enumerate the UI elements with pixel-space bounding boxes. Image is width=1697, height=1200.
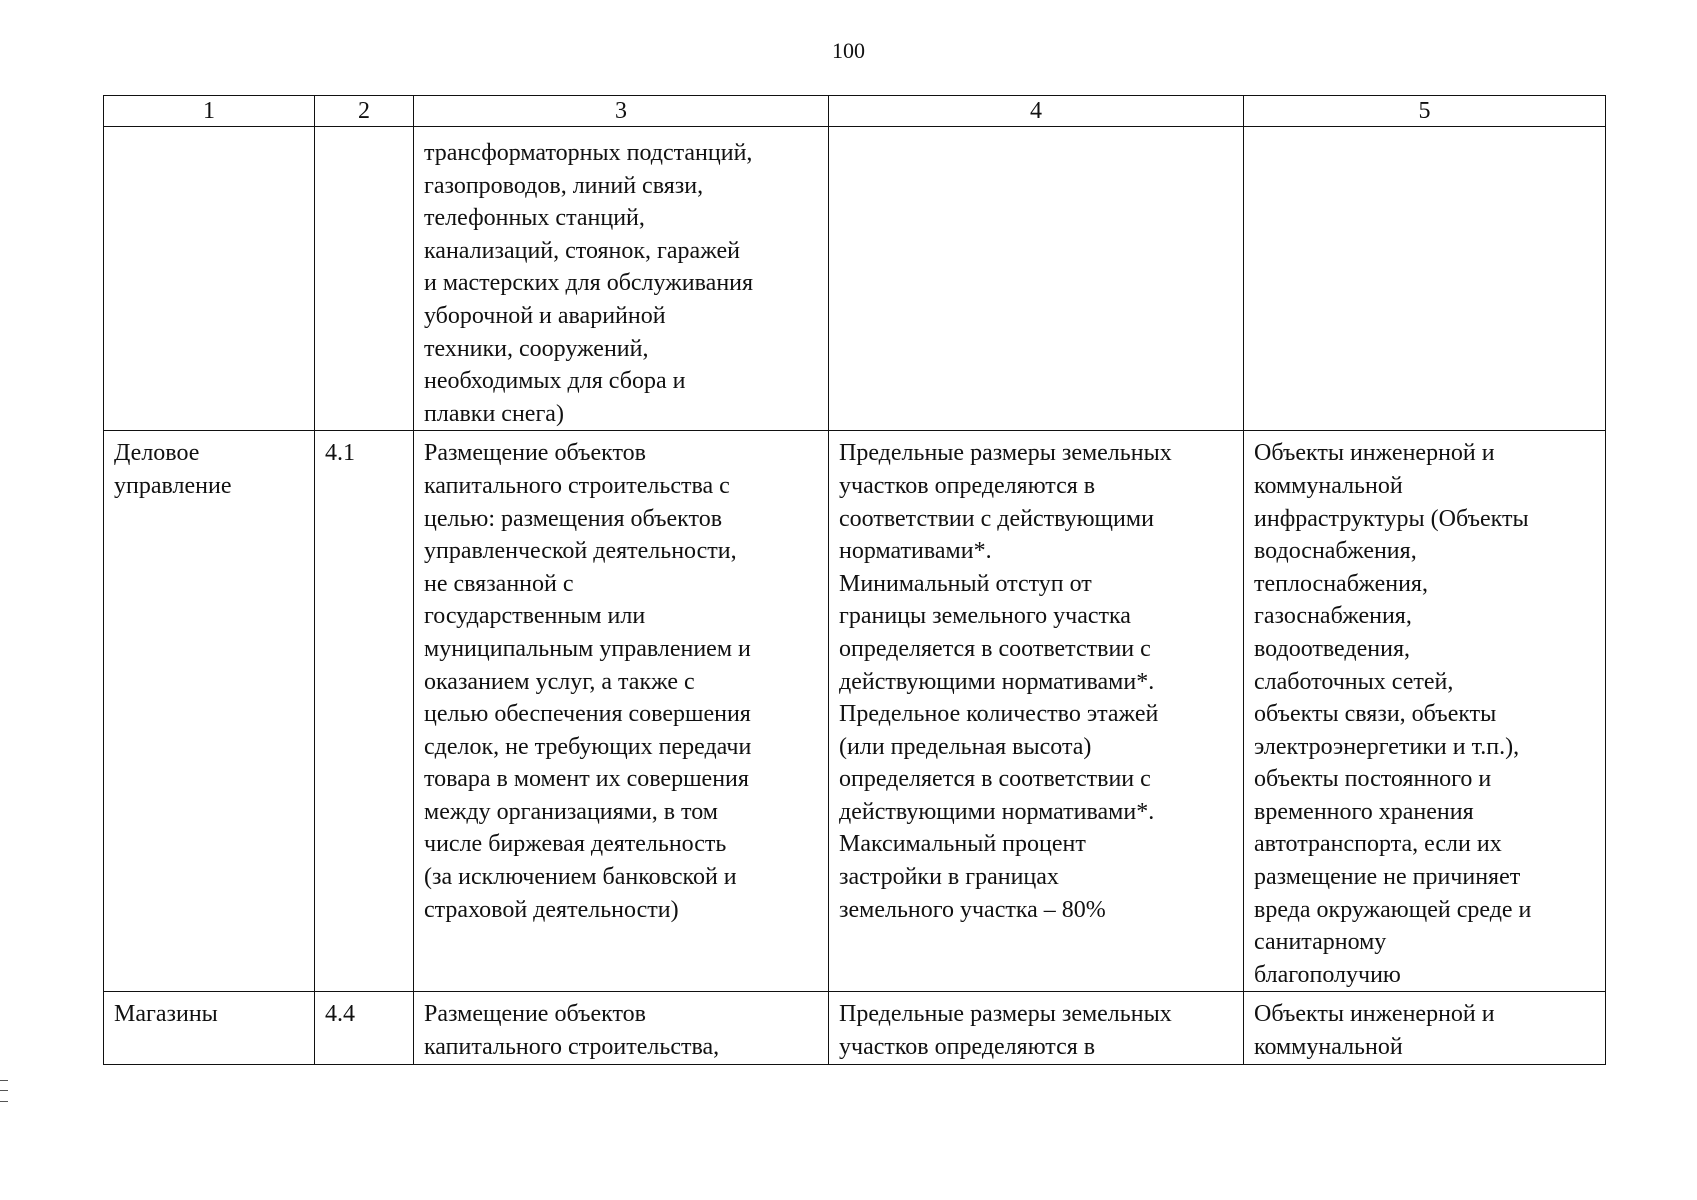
cell-code <box>315 992 414 1064</box>
cell-text-line: трансформаторных подстанций, <box>424 140 753 166</box>
cell-text-line: Предельные размеры земельных <box>839 1001 1172 1028</box>
cell-text-line: размещение не причиняет <box>1254 864 1521 891</box>
cell-text-line: соответствии с действующими <box>839 505 1154 532</box>
cell-text-line: застройки в границах <box>839 864 1059 891</box>
cell-text-line: определяется в соответствии с <box>839 635 1151 662</box>
cell-text-line: Минимальный отступ от <box>839 570 1092 597</box>
cell-text-line: определяется в соответствии с <box>839 766 1151 793</box>
cell-use-name <box>104 431 315 992</box>
cell-text-line: благополучию <box>1254 961 1401 988</box>
cell-text-line: автотранспорта, если их <box>1254 831 1502 858</box>
cell-text-line: Предельные размеры земельных <box>839 440 1172 467</box>
table-row-continued <box>104 127 1606 431</box>
cell-text-line: техники, сооружений, <box>424 335 649 362</box>
cell-parameters <box>829 431 1244 992</box>
cell-text-line: временного хранения <box>1254 798 1474 825</box>
cell-text-line: капитального строительства с <box>424 472 730 499</box>
cell-text-line: водоотведения, <box>1254 635 1410 662</box>
cell-auxiliary-objects <box>1244 431 1606 992</box>
header-col-5: 5 <box>1244 96 1606 127</box>
cell-text-line: Размещение объектов <box>424 1001 646 1028</box>
cell-text-line: инфраструктуры (Объекты <box>1254 505 1529 532</box>
cell-use-name <box>104 127 315 431</box>
table-row-shops <box>104 992 1606 1064</box>
cell-text-line: объекты постоянного и <box>1254 766 1492 793</box>
cell-text-line: границы земельного участка <box>839 603 1131 630</box>
cell-text-line: управление <box>114 472 232 499</box>
cell-text-line: и мастерских для обслуживания <box>424 270 754 297</box>
cell-text-line: нормативами*. <box>839 538 992 565</box>
cell-text-line: числе биржевая деятельность <box>424 831 727 858</box>
cell-description <box>414 431 829 992</box>
cell-text-line: сделок, не требующих передачи <box>424 733 752 760</box>
cell-auxiliary-objects <box>1244 127 1606 431</box>
cell-text-line: коммунальной <box>1254 472 1403 499</box>
header-col-2: 2 <box>315 96 414 127</box>
cell-text-line: объекты связи, объекты <box>1254 701 1497 728</box>
cell-text-line: санитарному <box>1254 929 1387 956</box>
cell-code <box>315 127 414 431</box>
cell-text-line: уборочной и аварийной <box>424 302 666 329</box>
cell-text-line: необходимых для сбора и <box>424 368 686 395</box>
cell-code <box>315 431 414 992</box>
cell-text-line: земельного участка – 80% <box>839 896 1106 923</box>
cell-text-line: Объекты инженерной и <box>1254 1001 1495 1028</box>
cell-parameters <box>829 992 1244 1064</box>
cell-text-line: коммунальной <box>1254 1034 1403 1061</box>
cell-text-line: товара в момент их совершения <box>424 766 749 793</box>
scan-margin-mark <box>0 1080 8 1102</box>
cell-text-line: капитального строительства, <box>424 1034 720 1061</box>
cell-text-line: между организациями, в том <box>424 798 718 825</box>
cell-text-line: вреда окружающей среде и <box>1254 896 1532 923</box>
header-col-1: 1 <box>104 96 315 127</box>
page-number: 100 <box>832 38 865 63</box>
cell-description <box>414 992 829 1064</box>
zoning-table <box>103 95 1606 1065</box>
cell-text-line: Объекты инженерной и <box>1254 440 1495 467</box>
cell-text-line: муниципальным управлением и <box>424 635 751 662</box>
header-row <box>104 96 1606 127</box>
cell-text-line: газопроводов, линий связи, <box>424 172 704 199</box>
cell-parameters <box>829 127 1244 431</box>
cell-text-line: (за исключением банковской и <box>424 864 737 891</box>
cell-auxiliary-objects <box>1244 992 1606 1064</box>
cell-text-line: целью обеспечения совершения <box>424 701 751 728</box>
cell-text-line: действующими нормативами*. <box>839 668 1155 695</box>
cell-use-name <box>104 992 315 1064</box>
cell-text-line: участков определяются в <box>839 472 1096 499</box>
cell-text-line: страховой деятельности) <box>424 896 679 923</box>
cell-text-line: теплоснабжения, <box>1254 570 1428 597</box>
cell-text-line: электроэнергетики и т.п.), <box>1254 733 1520 760</box>
cell-text-line: управленческой деятельности, <box>424 538 737 565</box>
cell-text-line: газоснабжения, <box>1254 603 1412 630</box>
cell-description <box>414 127 829 431</box>
cell-text-line: Предельное количество этажей <box>839 701 1159 728</box>
cell-text-line: действующими нормативами*. <box>839 798 1155 825</box>
cell-text-line: участков определяются в <box>839 1034 1096 1061</box>
cell-text-line: водоснабжения, <box>1254 538 1417 565</box>
cell-text-line: плавки снега) <box>424 400 564 427</box>
cell-text-line: (или предельная высота) <box>839 733 1092 760</box>
cell-text-line: 4.4 <box>325 1001 355 1028</box>
cell-text-line: Деловое <box>114 440 200 467</box>
cell-text-line: слаботочных сетей, <box>1254 668 1454 695</box>
cell-text-line: Магазины <box>114 1001 218 1028</box>
cell-text-line: телефонных станций, <box>424 205 645 232</box>
cell-text-line: целью: размещения объектов <box>424 505 723 532</box>
cell-text-line: 4.1 <box>325 440 355 467</box>
cell-text-line: Максимальный процент <box>839 831 1086 858</box>
table-row-business-management <box>104 431 1606 992</box>
cell-text-line: не связанной с <box>424 570 574 597</box>
cell-text-line: оказанием услуг, а также с <box>424 668 695 695</box>
cell-text-line: государственным или <box>424 603 646 630</box>
cell-text-line: Размещение объектов <box>424 440 646 467</box>
cell-text-line: канализаций, стоянок, гаражей <box>424 237 740 264</box>
header-col-3: 3 <box>414 96 829 127</box>
header-col-4: 4 <box>829 96 1244 127</box>
